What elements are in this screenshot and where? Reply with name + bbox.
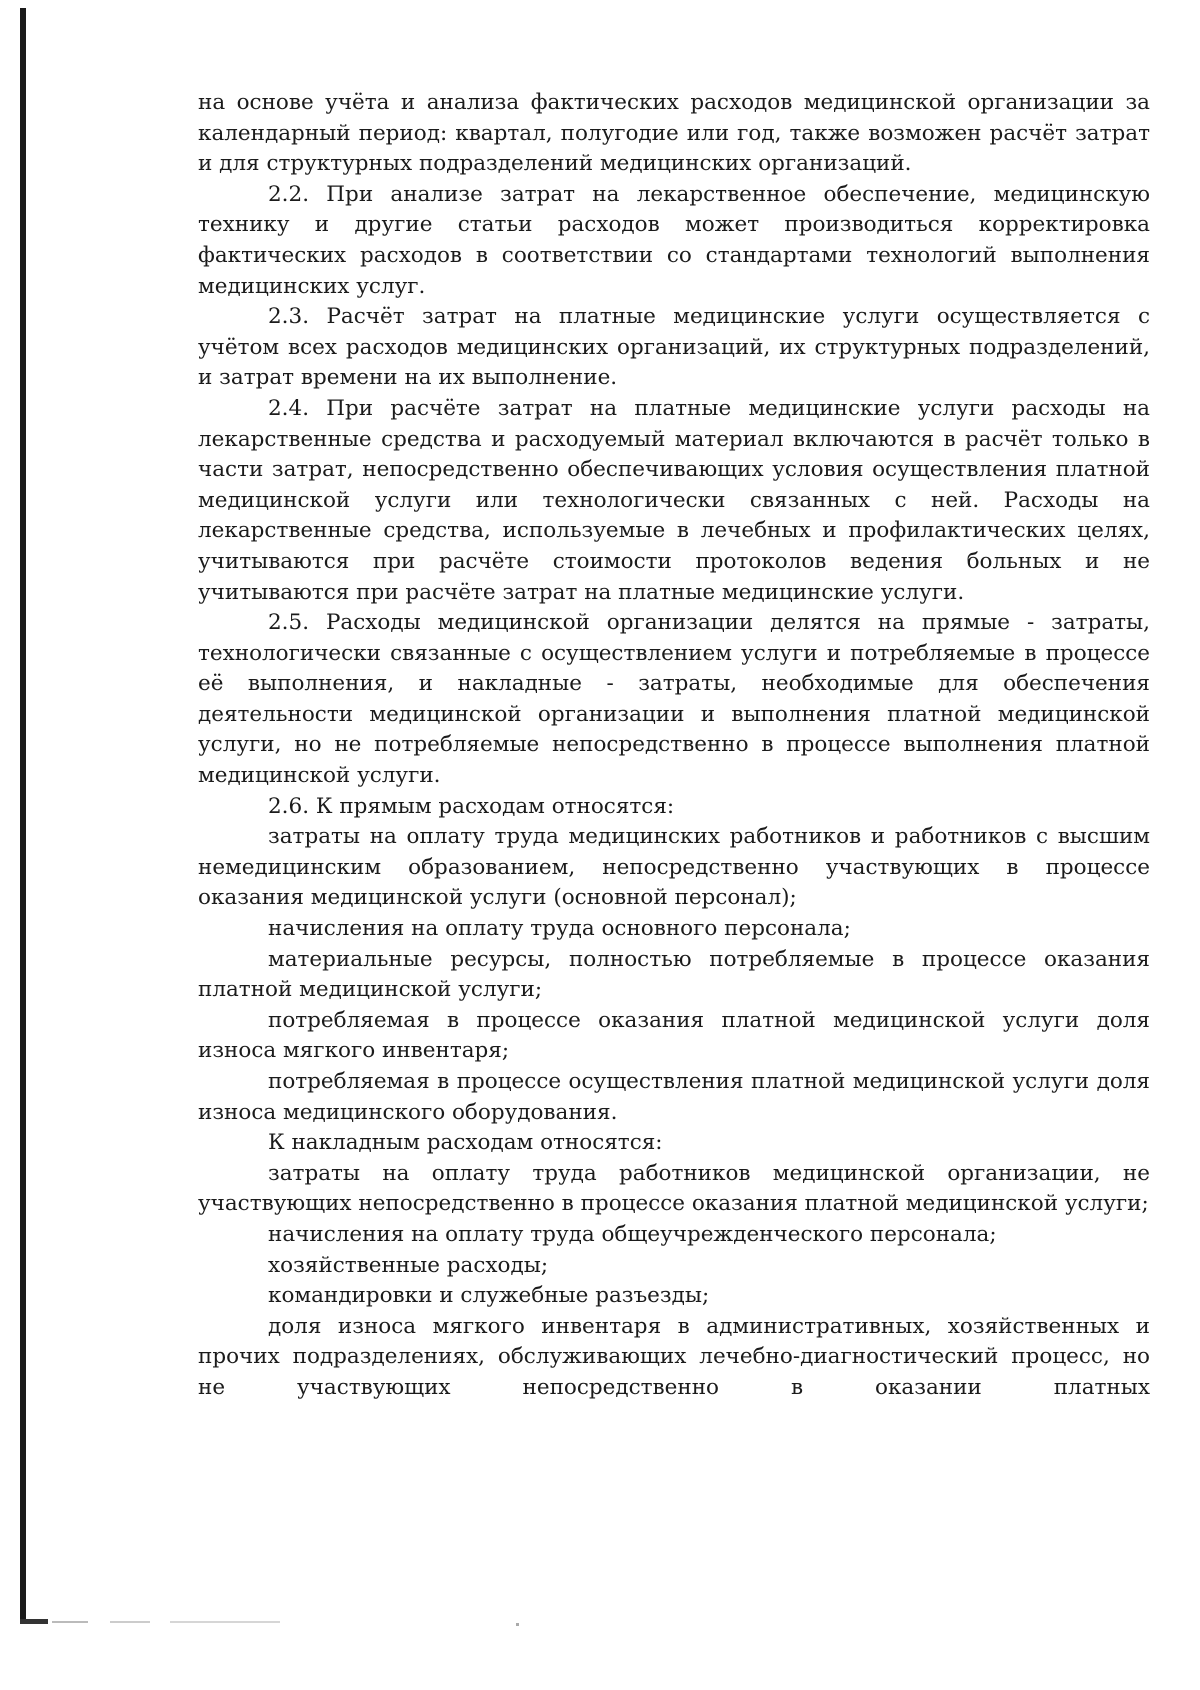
paragraph-2-2: 2.2. При анализе затрат на лекарственное обеспечение, медицинскую технику и другие статьи расходов может производиться корректировка фактических расходов в соответствии со стандартами технологий выполнения медицинских услуг.: [198, 181, 1150, 299]
scan-noise: [20, 1617, 290, 1627]
paragraph-2-4: 2.4. При расчёте затрат на платные медицинские услуги расходы на лекарственные средства и расходуемый материал включаются в расчёт только в части затрат, непосредственно обеспечивающих условия осуществления платной медицинской услуги или технологически связанных с ней. Расходы на лекарственные средства, используемые в лечебных и профилактических целях, учитываются при расчёте стоимости протоколов ведения больных и не учитываются при расчёте затрат на платные медицинские услуги.: [198, 395, 1150, 605]
direct-cost-item: материальные ресурсы, полностью потребляемые в процессе оказания платной медицинской услуги;: [198, 946, 1150, 1003]
overhead-cost-item: хозяйственные расходы;: [268, 1252, 549, 1278]
direct-cost-item: затраты на оплату труда медицинских работников и работников с высшим немедицинским образованием, непосредственно участвующих в процессе оказания медицинской услуги (основной персонал);: [198, 824, 1150, 911]
overhead-cost-item: затраты на оплату труда работников медицинской организации, не участвующих непосредственно в процессе оказания платной медицинской услуги;: [198, 1160, 1150, 1217]
overhead-cost-item: начисления на оплату труда общеучрежденческого персонала;: [268, 1221, 997, 1247]
direct-cost-item: потребляемая в процессе оказания платной медицинской услуги доля износа мягкого инвентаря;: [198, 1007, 1150, 1064]
scan-dot: [516, 1623, 519, 1626]
paragraph-2-3: 2.3. Расчёт затрат на платные медицинские услуги осуществляется с учётом всех расходов медицинских организаций, их структурных подразделений, и затрат времени на их выполнение.: [198, 304, 1150, 391]
overhead-cost-item-continued: доля износа мягкого инвентаря в административных, хозяйственных и прочих подразделениях, обслуживающих лечебно-диагностический процесс, но не участвующих непосредственно в оказании платных: [198, 1313, 1150, 1400]
paragraph-2-6: 2.6. К прямым расходам относятся:: [268, 793, 675, 819]
paragraph-2-5: 2.5. Расходы медицинской организации делятся на прямые - затраты, технологически связанные с осуществлением услуги и потребляемые в процессе её выполнения, и накладные - затраты, необходимые для обеспечения деятельности медицинской организации и выполнения платной медицинской услуги, но не потребляемые непосредственно в процессе выполнения платной медицинской услуги.: [198, 610, 1150, 789]
paragraph-continuation: на основе учёта и анализа фактических расходов медицинской организации за календарный период: квартал, полугодие или год, также возможен расчёт затрат и для структурных подразделений медицинских организаций.: [198, 90, 1150, 177]
direct-cost-item: начисления на оплату труда основного персонала;: [268, 916, 851, 942]
overhead-cost-item: командировки и служебные разъезды;: [268, 1283, 710, 1309]
overhead-costs-heading: К накладным расходам относятся:: [268, 1130, 663, 1156]
document-page: [198, 88, 1150, 1404]
scan-left-edge: [20, 8, 26, 1623]
direct-cost-item: потребляемая в процессе осуществления платной медицинской услуги доля износа медицинского оборудования.: [198, 1069, 1150, 1125]
